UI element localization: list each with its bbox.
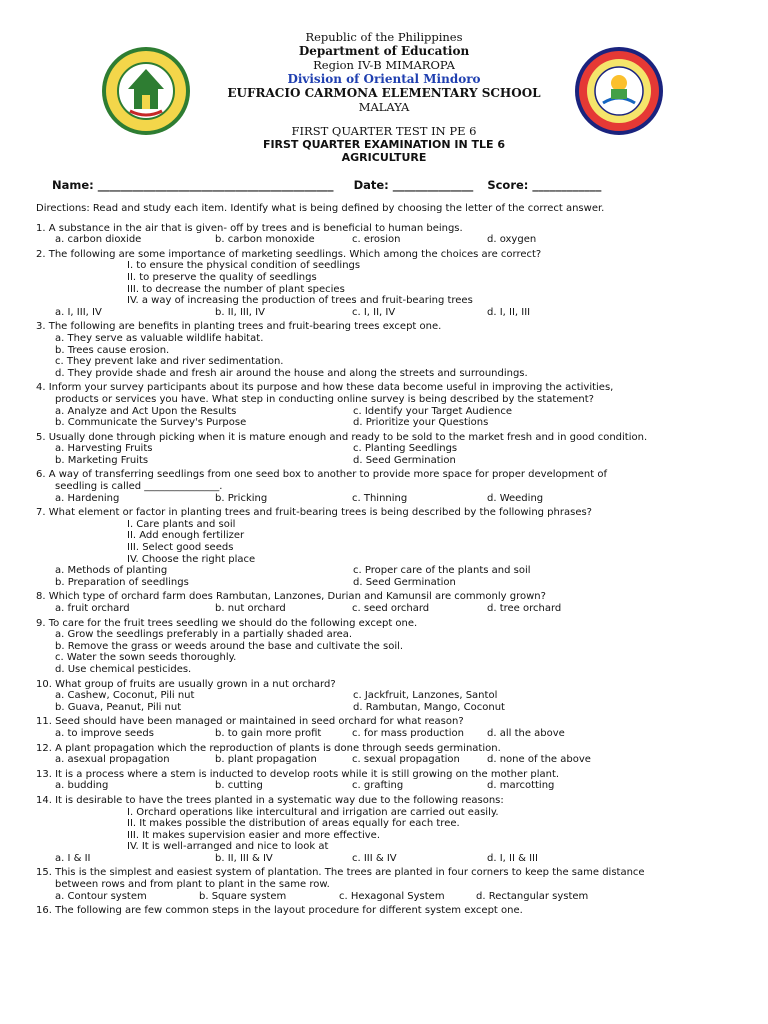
answer-option[interactable]: b. Guava, Peanut, Pili nut [55, 701, 182, 713]
answer-option[interactable]: a. asexual propagation [55, 754, 170, 766]
answer-option[interactable]: b. carbon monoxide [215, 234, 315, 246]
question-item [36, 249, 736, 319]
answer-option[interactable]: c. I, II, IV [352, 306, 396, 318]
question-stem: 12. A plant propagation which the reproduction of plants is done through seeds germination. [36, 742, 501, 754]
question-stem-continued: products or services you have. What step in conducting online survey is being described by the statement? [55, 393, 594, 405]
question-item [36, 769, 736, 792]
question-stem: 16. The following are few common steps in the layout procedure for different system except one. [36, 905, 523, 917]
answer-option[interactable]: b. Preparation of seedlings [55, 576, 189, 588]
answer-options [36, 728, 736, 740]
question-roman-item: IV. a way of increasing the production of trees and fruit-bearing trees [127, 295, 473, 307]
answer-option[interactable]: a. to improve seeds [55, 727, 154, 739]
answer-option[interactable]: c. Identify your Target Audience [353, 405, 513, 417]
question-stem: 13. It is a process where a stem is inducted to develop roots while it is still growing on the mother plant. [36, 768, 560, 780]
answer-option[interactable]: b. plant propagation [215, 754, 317, 766]
answer-option[interactable]: d. Seed Germination [353, 454, 456, 466]
answer-option[interactable]: c. They prevent lake and river sedimentation. [55, 356, 284, 368]
answer-options [36, 891, 736, 903]
answer-options [36, 234, 736, 246]
question-stem: 10. What group of fruits are usually grown in a nut orchard? [36, 678, 336, 690]
answer-option[interactable]: b. nut orchard [215, 603, 286, 614]
exam-title-tle: FIRST QUARTER EXAMINATION IN TLE 6 [262, 138, 506, 151]
answer-option[interactable]: d. tree orchard [487, 603, 562, 614]
answer-option[interactable]: a. I & II [55, 852, 91, 864]
question-list [36, 223, 736, 917]
header-region: Region IV-B MIMAROPA [313, 58, 455, 72]
answer-option[interactable]: d. I, II, III [487, 306, 531, 318]
answer-options [36, 565, 736, 588]
answer-option[interactable]: c. sexual propagation [352, 754, 460, 766]
answer-option[interactable]: a. Cashew, Coconut, Pili nut [55, 690, 195, 702]
answer-option[interactable]: d. I, II & III [487, 852, 538, 864]
answer-option[interactable]: c. Planting Seedlings [353, 443, 458, 455]
question-stem: 9. To care for the fruit trees seedling we should do the following except one. [36, 617, 418, 629]
letterhead [0, 30, 768, 114]
header-school: EUFRACIO CARMONA ELEMENTARY SCHOOL [227, 86, 541, 100]
question-stem: 8. Which type of orchard farm does Rambutan, Lanzones, Durian and Kamunsil are commonly grown? [36, 591, 546, 603]
answer-option[interactable]: c. Hexagonal System [339, 890, 445, 902]
answer-options [36, 754, 736, 766]
answer-options [36, 853, 736, 865]
question-roman-item: III. It makes supervision easier and more effective. [127, 829, 381, 841]
question-roman-item: I. to ensure the physical condition of seedlings [127, 260, 361, 272]
answer-option[interactable]: a. They serve as valuable wildlife habitat. [55, 332, 264, 344]
answer-option[interactable]: d. marcotting [487, 780, 555, 792]
answer-option[interactable]: c. seed orchard [352, 603, 430, 614]
question-roman-item: II. Add enough fertilizer [127, 530, 245, 542]
answer-option[interactable]: c. Water the sown seeds thoroughly. [55, 652, 237, 664]
directions: Directions: Read and study each item. Identify what is being defined by choosing the letter of the correct answer. [36, 203, 605, 214]
question-roman-item: III. to decrease the number of plant species [127, 283, 345, 295]
answer-options [36, 493, 736, 505]
answer-option[interactable]: d. Prioritize your Questions [353, 417, 489, 429]
exam-titles [0, 124, 768, 164]
answer-options [36, 690, 736, 713]
answer-option[interactable]: b. to gain more profit [215, 727, 322, 739]
answer-options [36, 406, 736, 429]
question-item [36, 591, 736, 614]
question-item [36, 618, 736, 676]
question-item [36, 743, 736, 766]
answer-option[interactable]: a. Methods of planting [55, 565, 168, 577]
header-department: Department of Education [298, 44, 470, 58]
answer-option[interactable]: c. for mass production [352, 727, 464, 739]
answer-options [36, 603, 736, 615]
answer-option[interactable]: b. Pricking [215, 492, 268, 504]
question-item [36, 469, 736, 504]
answer-option[interactable]: b. II, III, IV [215, 306, 265, 318]
answer-option[interactable]: b. Remove the grass or weeds around the base and cultivate the soil. [55, 640, 404, 652]
question-stem: 11. Seed should have been managed or maintained in seed orchard for what reason? [36, 716, 464, 728]
question-roman-item: II. It makes possible the distribution of areas equally for each tree. [127, 818, 460, 830]
answer-option[interactable]: a. Analyze and Act Upon the Results [55, 405, 237, 417]
answer-option[interactable]: d. Rectangular system [476, 890, 589, 902]
score-field[interactable]: ____________ [532, 178, 602, 192]
answer-option[interactable]: d. all the above [487, 727, 565, 739]
answer-option[interactable]: d. Rambutan, Mango, Coconut [353, 701, 505, 713]
question-stem: 3. The following are benefits in planting trees and fruit-bearing trees except one. [36, 321, 442, 333]
question-roman-item: III. Select good seeds [127, 542, 234, 554]
date-field[interactable]: ______________ [392, 178, 474, 192]
question-stem-continued: between rows and from plant to plant in the same row. [55, 879, 330, 891]
answer-option[interactable]: d. Weeding [487, 492, 544, 504]
header-division: Division of Oriental Mindoro [287, 72, 481, 86]
answer-option[interactable]: c. erosion [352, 234, 401, 246]
name-field[interactable]: _________________________________________ [97, 178, 334, 192]
answer-option[interactable]: a. budding [55, 780, 109, 792]
question-roman-item: I. Orchard operations like intercultural and irrigation are carried out easily. [127, 806, 499, 818]
answer-option[interactable]: b. Marketing Fruits [55, 454, 149, 466]
answer-option[interactable]: a. I, III, IV [55, 306, 102, 318]
answer-options [36, 780, 736, 792]
answer-option[interactable]: a. Grow the seedlings preferably in a partially shaded area. [55, 629, 353, 641]
answer-option[interactable]: d. They provide shade and fresh air around the house and along the streets and surroundings. [55, 367, 528, 379]
answer-option[interactable]: a. Contour system [55, 890, 147, 902]
question-item [36, 223, 736, 246]
answer-option[interactable]: b. Trees cause erosion. [55, 344, 170, 356]
question-item [36, 432, 736, 467]
answer-option[interactable]: b. Square system [199, 890, 287, 902]
question-roman-item: IV. Choose the right place [127, 553, 256, 565]
question-item [36, 321, 736, 379]
answer-option[interactable]: a. Harvesting Fruits [55, 443, 153, 455]
question-item [36, 867, 736, 902]
question-stem-continued: seedling is called _______________. [55, 481, 223, 493]
question-roman-item: IV. It is well-arranged and nice to look at [127, 841, 329, 853]
answer-option[interactable]: c. Proper care of the plants and soil [353, 565, 531, 577]
name-label: Name: [52, 178, 94, 192]
student-info-row [52, 178, 732, 192]
answer-option[interactable]: d. Use chemical pesticides. [55, 663, 192, 675]
answer-option[interactable]: a. fruit orchard [55, 603, 130, 614]
answer-options [36, 443, 736, 466]
question-stem: 14. It is desirable to have the trees planted in a systematic way due to the following reasons: [36, 794, 504, 806]
date-label: Date: [353, 178, 389, 192]
question-stem: 2. The following are some importance of marketing seedlings. Which among the choices are correct? [36, 248, 542, 260]
exam-title-subject: AGRICULTURE [341, 151, 427, 164]
question-stem: 1. A substance in the air that is given- off by trees and is beneficial to human beings. [36, 222, 463, 234]
question-roman-item: I. Care plants and soil [127, 518, 236, 530]
question-item [36, 716, 736, 739]
question-item [36, 905, 736, 917]
header-republic: Republic of the Philippines [305, 30, 463, 44]
answer-option[interactable]: b. cutting [215, 780, 263, 792]
answer-option[interactable]: c. grafting [352, 780, 404, 792]
answer-option[interactable]: d. oxygen [487, 234, 537, 246]
question-item [36, 795, 736, 865]
question-roman-item: II. to preserve the quality of seedlings [127, 271, 317, 283]
answer-option[interactable]: b. Communicate the Survey's Purpose [55, 417, 247, 429]
question-stem: 5. Usually done through picking when it is mature enough and ready to be sold to the market fresh and in good condition. [36, 431, 648, 443]
answer-option[interactable]: c. Jackfruit, Lanzones, Santol [353, 690, 498, 702]
answer-options [36, 307, 736, 319]
question-item [36, 679, 736, 714]
answer-option[interactable]: c. Thinning [352, 492, 408, 504]
question-item [36, 507, 736, 588]
answer-option[interactable]: a. Hardening [55, 492, 120, 504]
exam-title-pe: FIRST QUARTER TEST IN PE 6 [291, 124, 477, 138]
question-stem: 15. This is the simplest and easiest system of plantation. The trees are planted in four corners to keep the same distance [36, 867, 645, 879]
score-label: Score: [487, 178, 529, 192]
answer-option[interactable]: b. II, III & IV [215, 852, 273, 864]
answer-option[interactable]: c. III & IV [352, 852, 397, 864]
question-item [36, 382, 736, 428]
exam-content [36, 203, 736, 920]
question-stem: 4. Inform your survey participants about its purpose and how these data become useful in improving the activities, [36, 382, 614, 394]
question-stem: 6. A way of transferring seedlings from one seed box to another to provide more space for proper development of [36, 469, 607, 481]
answer-option[interactable]: d. Seed Germination [353, 576, 456, 588]
header-town: MALAYA [358, 100, 410, 114]
answer-option[interactable]: a. carbon dioxide [55, 234, 142, 246]
answer-option[interactable]: d. none of the above [487, 754, 591, 766]
question-stem: 7. What element or factor in planting trees and fruit-bearing trees is being described by the following phrases? [36, 507, 592, 519]
